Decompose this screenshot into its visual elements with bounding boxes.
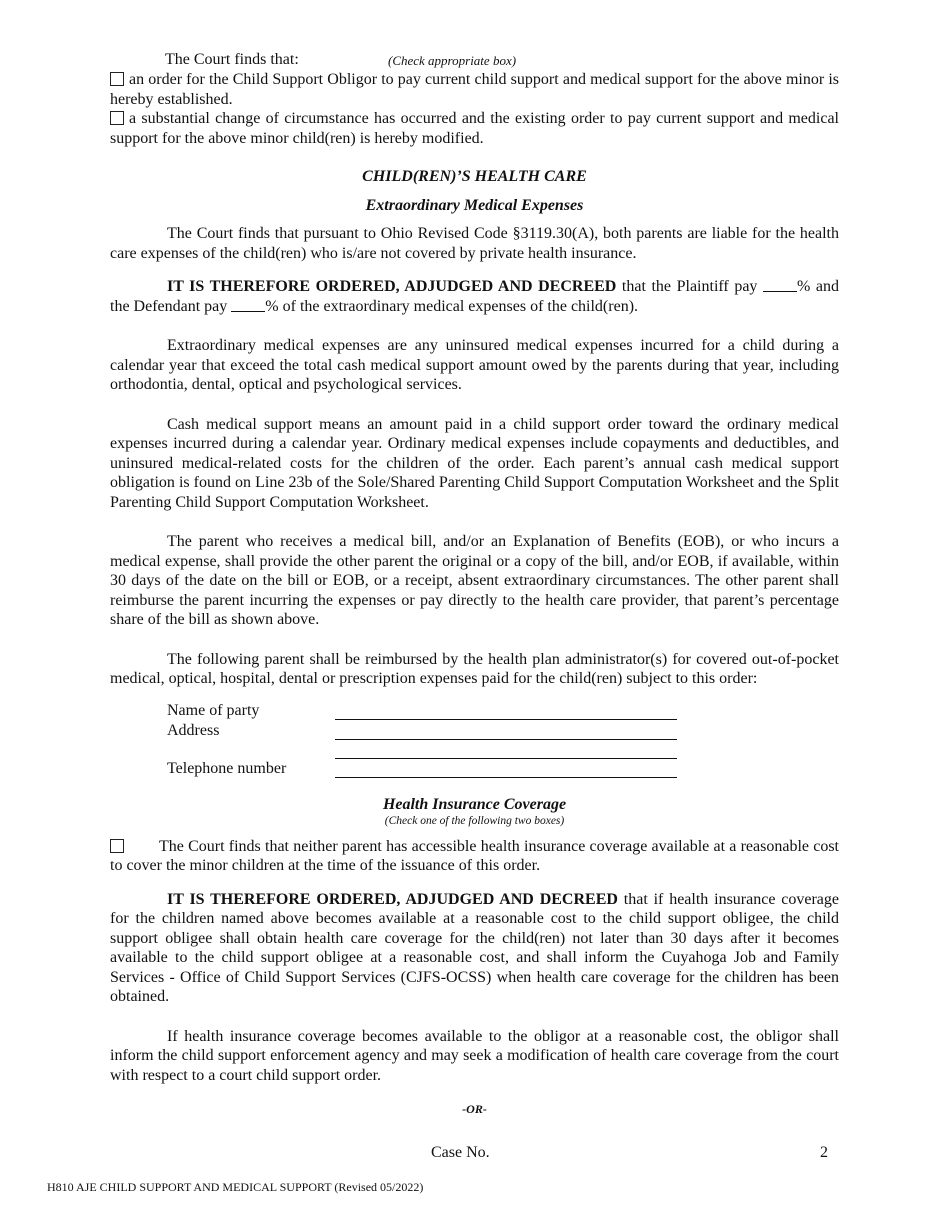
or-separator: -OR- xyxy=(462,1102,487,1116)
obligor-coverage-paragraph: If health insurance coverage becomes available to the obligor at a reasonable cost, the obligor shall inform the child support enforcement agency and may seek a modification of health care coverage from the court with respect to a court child support order. xyxy=(110,1027,839,1084)
case-number-label: Case No. xyxy=(431,1144,490,1161)
page-number: 2 xyxy=(820,1144,828,1161)
order-caps: IT IS THEREFORE ORDERED, ADJUDGED AND DECREED xyxy=(167,278,617,295)
extraordinary-definition-paragraph: Extraordinary medical expenses are any uninsured medical expenses incurred for a child during a calendar year that exceed the total cash medical support amount owed by the parents during that year, including orthodontia, dental, optical and psychological services. xyxy=(110,337,839,393)
finding-option-established-text: an order for the Child Support Obligor to pay current child support and medical support for the above minor is hereby established. xyxy=(110,71,839,108)
no-insurance-checkbox[interactable] xyxy=(110,839,124,853)
insurance-title: Health Insurance Coverage xyxy=(382,795,567,813)
address-label: Address xyxy=(167,721,220,739)
order-part2: % and the Defendant pay xyxy=(110,278,839,315)
form-footer: H810 AJE CHILD SUPPORT AND MEDICAL SUPPORT (Revised 05/2022) xyxy=(47,1180,424,1194)
telephone-label: Telephone number xyxy=(167,759,287,777)
order-part1: that the Plaintiff pay xyxy=(616,278,763,295)
telephone-line[interactable] xyxy=(335,777,677,778)
insurance-order-caps: IT IS THEREFORE ORDERED, ADJUDGED AND DECREED xyxy=(167,890,618,908)
no-insurance-text: The Court finds that neither parent has accessible health insurance coverage available at a reasonable cost to cover the minor children at the time of the issuance of this order. xyxy=(110,837,839,874)
finding-option-modified xyxy=(110,109,839,148)
extraordinary-expenses-subtitle: Extraordinary Medical Expenses xyxy=(365,196,584,214)
name-of-party-label: Name of party xyxy=(167,701,260,719)
insurance-order-rest: that if health insurance coverage for the children named above becomes available at a reasonable cost to the child support obligee, the child support obligee shall obtain health care coverage for the child(ren) not later than 30 days after it becomes available to the child support obligee at a reasonable cost, and shall inform the Cuyahoga Job and Family Services - Office of Child Support Services (CJFS-OCSS) when health care coverage for the children has been obtained. xyxy=(110,890,839,1005)
order-part3: % of the extraordinary medical expenses of the child(ren). xyxy=(265,297,639,315)
reimbursement-paragraph: The following parent shall be reimbursed by the health plan administrator(s) for covered out-of-pocket medical, optical, hospital, dental or prescription expenses paid for the child(ren) subject to this order: xyxy=(110,650,839,687)
no-insurance-option xyxy=(110,837,839,876)
findings-label: The Court finds that: xyxy=(165,51,299,68)
health-care-title: CHILD(REN)’S HEALTH CARE xyxy=(362,168,587,185)
finding-option-established xyxy=(110,70,839,109)
name-of-party-line[interactable] xyxy=(335,719,677,720)
address-line-1[interactable] xyxy=(335,739,677,740)
plaintiff-percent-blank[interactable] xyxy=(763,277,797,292)
modified-checkbox[interactable] xyxy=(110,111,124,125)
insurance-note: (Check one of the following two boxes) xyxy=(384,814,565,827)
document-page xyxy=(110,50,839,1120)
reimbursement-fields xyxy=(110,699,839,779)
established-checkbox[interactable] xyxy=(110,72,124,86)
liability-paragraph: The Court finds that pursuant to Ohio Revised Code §3119.30(A), both parents are liable for the health care expenses of the child(ren) who is/are not covered by private health insurance. xyxy=(110,225,839,262)
findings-header xyxy=(110,50,839,70)
address-line-2[interactable] xyxy=(335,758,677,759)
defendant-percent-blank[interactable] xyxy=(231,297,265,312)
medical-bill-paragraph: The parent who receives a medical bill, and/or an Explanation of Benefits (EOB), or who incurs a medical expense, shall provide the other parent the original or a copy of the bill, and/or EOB, if available, within 30 days of the date on the bill or EOB, or a receipt, absent extraordinary circumstances. The other parent shall reimburse the parent incurring the expenses or pay directly to the health care provider, that parent’s percentage share of the bill as shown above. xyxy=(110,533,839,628)
finding-option-modified-text: a substantial change of circumstance has occurred and the existing order to pay current support and medical support for the above minor child(ren) is hereby modified. xyxy=(110,110,839,147)
expense-split-order xyxy=(110,277,839,316)
insurance-order-paragraph xyxy=(110,890,839,1007)
findings-note: (Check appropriate box) xyxy=(388,53,517,68)
cash-medical-support-paragraph: Cash medical support means an amount paid in a child support order toward the ordinary medical expenses incurred during a calendar year. Ordinary medical expenses include copayments and deductibles, and uninsured medical-related costs for the children of the order. Each parent’s annual cash medical support obligation is found on Line 23b of the Sole/Shared Parenting Child Support Computation Worksheet and the Split Parenting Child Support Computation Worksheet. xyxy=(110,415,839,511)
